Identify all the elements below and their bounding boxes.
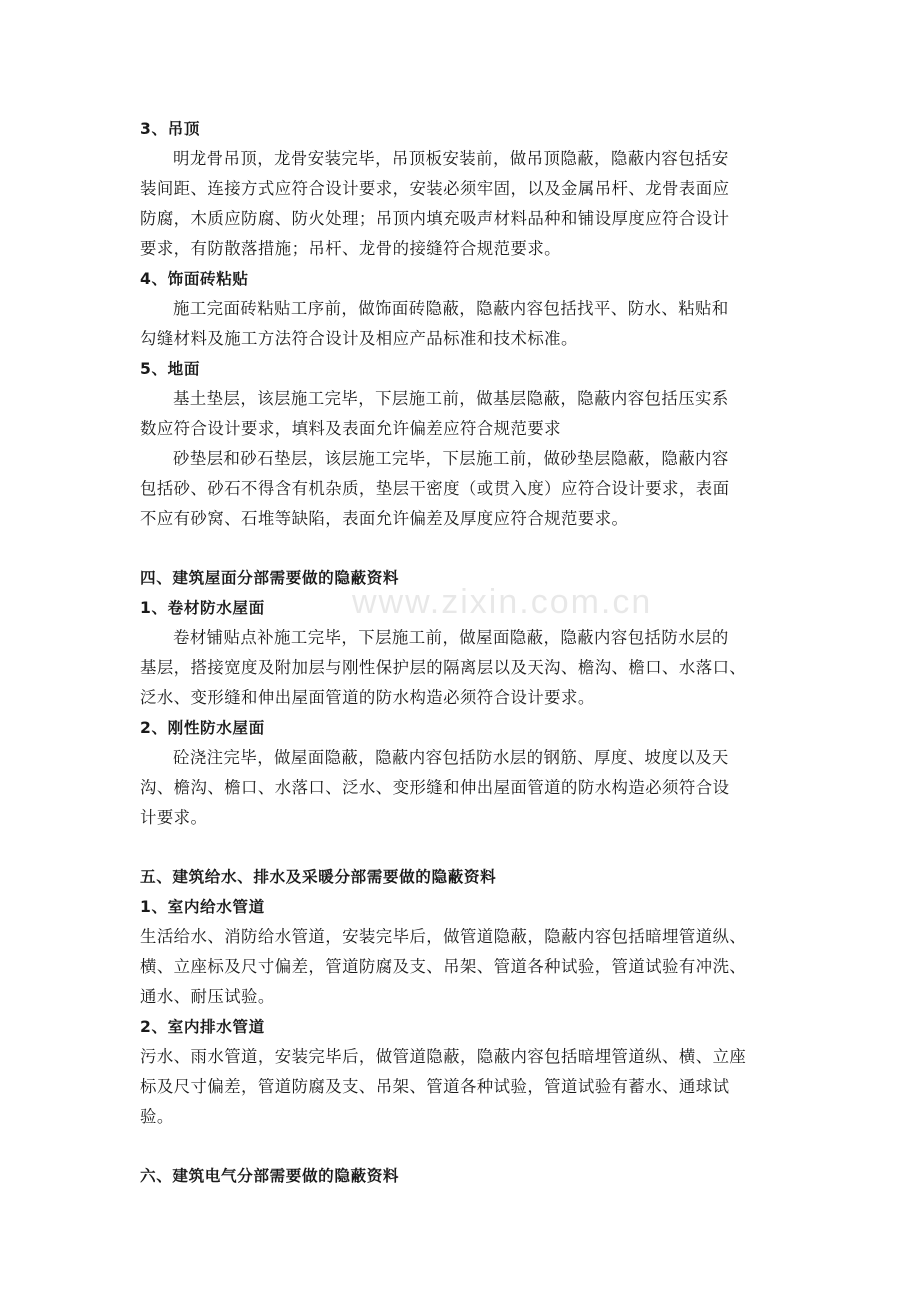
paragraph-line: 计要求。 xyxy=(140,808,208,827)
section-heading: 1、卷材防水屋面 xyxy=(140,599,265,617)
section-heading: 2、刚性防水屋面 xyxy=(140,719,265,737)
paragraph-line: 要求，有防散落措施；吊杆、龙骨的接缝符合规范要求。 xyxy=(140,239,562,258)
paragraph-line: 砼浇注完毕，做屋面隐蔽，隐蔽内容包括防水层的钢筋、厚度、坡度以及天 xyxy=(173,748,729,767)
paragraph-line: 横、立座标及尺寸偏差，管道防腐及支、吊架、管道各种试验，管道试验有冲洗、 xyxy=(140,957,747,976)
paragraph-line: 不应有砂窝、石堆等缺陷，表面允许偏差及厚度应符合规范要求。 xyxy=(140,509,629,528)
paragraph-line: 勾缝材料及施工方法符合设计及相应产品标准和技术标准。 xyxy=(140,329,578,348)
section-heading: 5、地面 xyxy=(140,360,201,378)
section-heading: 3、吊顶 xyxy=(140,120,201,138)
paragraph-line: 基层，搭接宽度及附加层与刚性保护层的隔离层以及天沟、檐沟、檐口、水落口、 xyxy=(140,658,747,677)
paragraph-line: 通水、耐压试验。 xyxy=(140,987,275,1006)
section-heading: 五、建筑给水、排水及采暖分部需要做的隐蔽资料 xyxy=(140,868,497,886)
section-gap xyxy=(140,1132,786,1161)
paragraph-line: 验。 xyxy=(140,1107,174,1126)
section-heading: 六、建筑电气分部需要做的隐蔽资料 xyxy=(140,1167,400,1185)
paragraph-line: 明龙骨吊顶，龙骨安装完毕，吊顶板安装前，做吊顶隐蔽，隐蔽内容包括安 xyxy=(173,149,729,168)
paragraph-line: 装间距、连接方式应符合设计要求，安装必须牢固，以及金属吊杆、龙骨表面应 xyxy=(140,179,730,198)
section-heading: 1、室内给水管道 xyxy=(140,898,265,916)
document-body xyxy=(140,114,786,1191)
section-heading: 四、建筑屋面分部需要做的隐蔽资料 xyxy=(140,569,400,587)
paragraph-line: 生活给水、消防给水管道，安装完毕后，做管道隐蔽，隐蔽内容包括暗埋管道纵、 xyxy=(140,927,747,946)
paragraph-line: 沟、檐沟、檐口、水落口、泛水、变形缝和伸出屋面管道的防水构造必须符合设 xyxy=(140,778,730,797)
section-gap xyxy=(140,833,786,862)
paragraph-line: 卷材铺贴点补施工完毕，下层施工前，做屋面隐蔽，隐蔽内容包括防水层的 xyxy=(173,628,729,647)
section-gap xyxy=(140,534,786,563)
paragraph-line: 标及尺寸偏差，管道防腐及支、吊架、管道各种试验，管道试验有蓄水、通球试 xyxy=(140,1077,730,1096)
section-heading: 2、室内排水管道 xyxy=(140,1018,265,1036)
paragraph-line: 数应符合设计要求，填料及表面允许偏差应符合规范要求 xyxy=(140,419,562,438)
paragraph-line: 基土垫层，该层施工完毕，下层施工前，做基层隐蔽，隐蔽内容包括压实系 xyxy=(173,389,729,408)
paragraph-line: 泛水、变形缝和伸出屋面管道的防水构造必须符合设计要求。 xyxy=(140,688,595,707)
paragraph-line: 施工完面砖粘贴工序前，做饰面砖隐蔽，隐蔽内容包括找平、防水、粘贴和 xyxy=(173,299,729,318)
paragraph-line: 包括砂、砂石不得含有机杂质，垫层干密度（或贯入度）应符合设计要求，表面 xyxy=(140,479,730,498)
paragraph-line: 污水、雨水管道，安装完毕后，做管道隐蔽，隐蔽内容包括暗埋管道纵、横、立座 xyxy=(140,1047,747,1066)
paragraph-line: 砂垫层和砂石垫层，该层施工完毕，下层施工前，做砂垫层隐蔽，隐蔽内容 xyxy=(173,449,729,468)
paragraph-line: 防腐，木质应防腐、防火处理；吊顶内填充吸声材料品种和铺设厚度应符合设计 xyxy=(140,209,730,228)
watermark: www.zixin.com.cn xyxy=(352,583,653,621)
section-heading: 4、饰面砖粘贴 xyxy=(140,270,249,288)
